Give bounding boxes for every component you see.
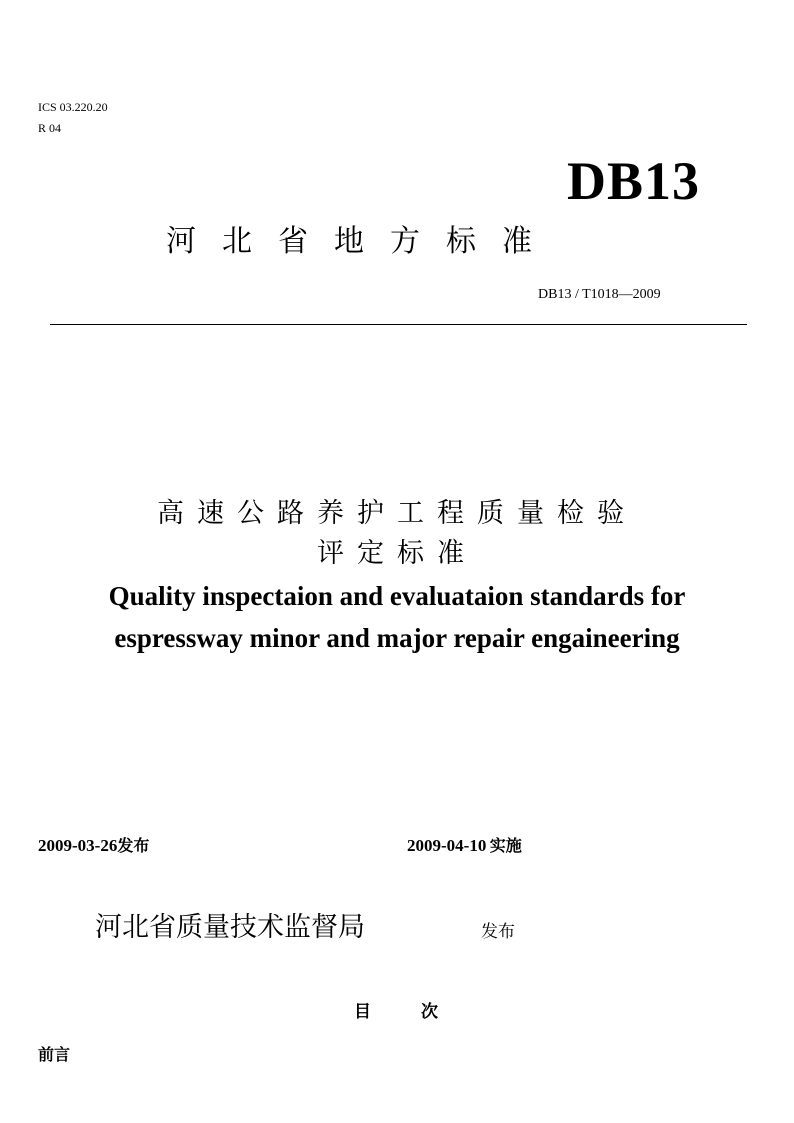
title-cn-line-2: 评定标准 bbox=[317, 538, 477, 569]
issuer-name: 河北省质量技术监督局 bbox=[95, 912, 365, 943]
implement-date-block bbox=[407, 836, 522, 856]
implement-label: 实施 bbox=[489, 836, 522, 855]
issue-label: 发布 bbox=[117, 836, 150, 855]
title-en-line-1: Quality inspectaion and evaluataion standards for bbox=[108, 581, 686, 611]
implement-date: 2009-04-10 bbox=[407, 836, 487, 855]
ccs-code: R 04 bbox=[38, 121, 62, 135]
title-cn-line-1: 高速公路养护工程质量检验 bbox=[157, 498, 637, 529]
toc-heading: 目次 bbox=[354, 1002, 488, 1022]
title-en-line-2: espressway minor and major repair engaineering bbox=[114, 623, 680, 653]
standard-number: DB13 / T1018—2009 bbox=[538, 287, 661, 302]
issue-date-block bbox=[38, 836, 149, 856]
header-divider bbox=[50, 324, 747, 325]
ics-code: ICS 03.220.20 bbox=[38, 100, 108, 114]
issue-date: 2009-03-26 bbox=[38, 836, 118, 855]
standard-type-title: 河北省地方标准 bbox=[166, 224, 558, 259]
toc-item-foreword[interactable]: 前言 bbox=[38, 1045, 71, 1064]
standard-code-mark: DB13 bbox=[566, 151, 700, 211]
issuer-suffix: 发布 bbox=[481, 922, 515, 942]
